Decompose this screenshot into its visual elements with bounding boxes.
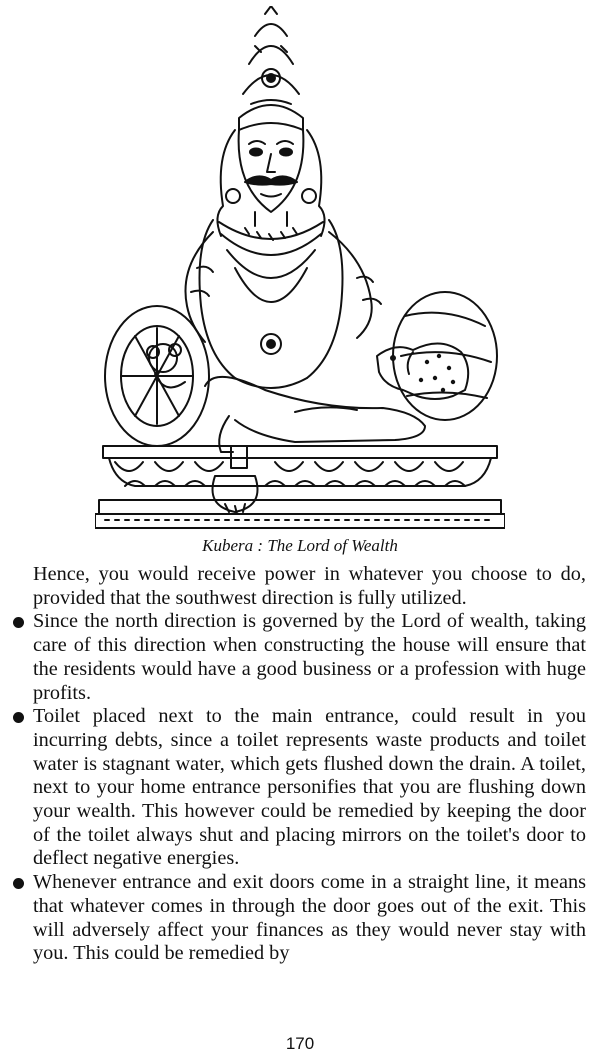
bullet-text: Since the north direction is governed by the Lord of wealth, taking care of this direction when constructing the house will ensure that the residents would have a good business or a profession with huge profits. xyxy=(33,610,586,704)
body-text xyxy=(14,563,586,966)
bullet-item xyxy=(14,871,586,966)
lead-paragraph: Hence, you would receive power in whatever you choose to do, provided that the southwest direction is fully utilized. xyxy=(33,563,586,609)
bullet-icon xyxy=(13,878,24,889)
bullet-item xyxy=(14,705,586,871)
kubera-illustration xyxy=(95,6,505,532)
page-number: 170 xyxy=(285,1034,315,1053)
figure-caption: Kubera : The Lord of Wealth xyxy=(202,536,398,555)
bullet-icon xyxy=(13,712,24,723)
bullet-text: Toilet placed next to the main entrance, could result in you incurring debts, since a toilet represents waste products and toilet water is stagnant water, which gets flushed down the drain. A toilet, next to your home entrance personifies that you are flushing down your wealth. This however could be remedied by keeping the door of the toilet always shut and placing mirrors on the toilet's door to deflect negative energies. xyxy=(33,705,586,870)
bullet-text: Whenever entrance and exit doors come in a straight line, it means that whatever comes in through the door goes out of the exit. This will adversely affect your finances as they would never stay with you. This could be remedied by xyxy=(33,871,586,965)
bullet-icon xyxy=(13,617,24,628)
bullet-item xyxy=(14,610,586,705)
